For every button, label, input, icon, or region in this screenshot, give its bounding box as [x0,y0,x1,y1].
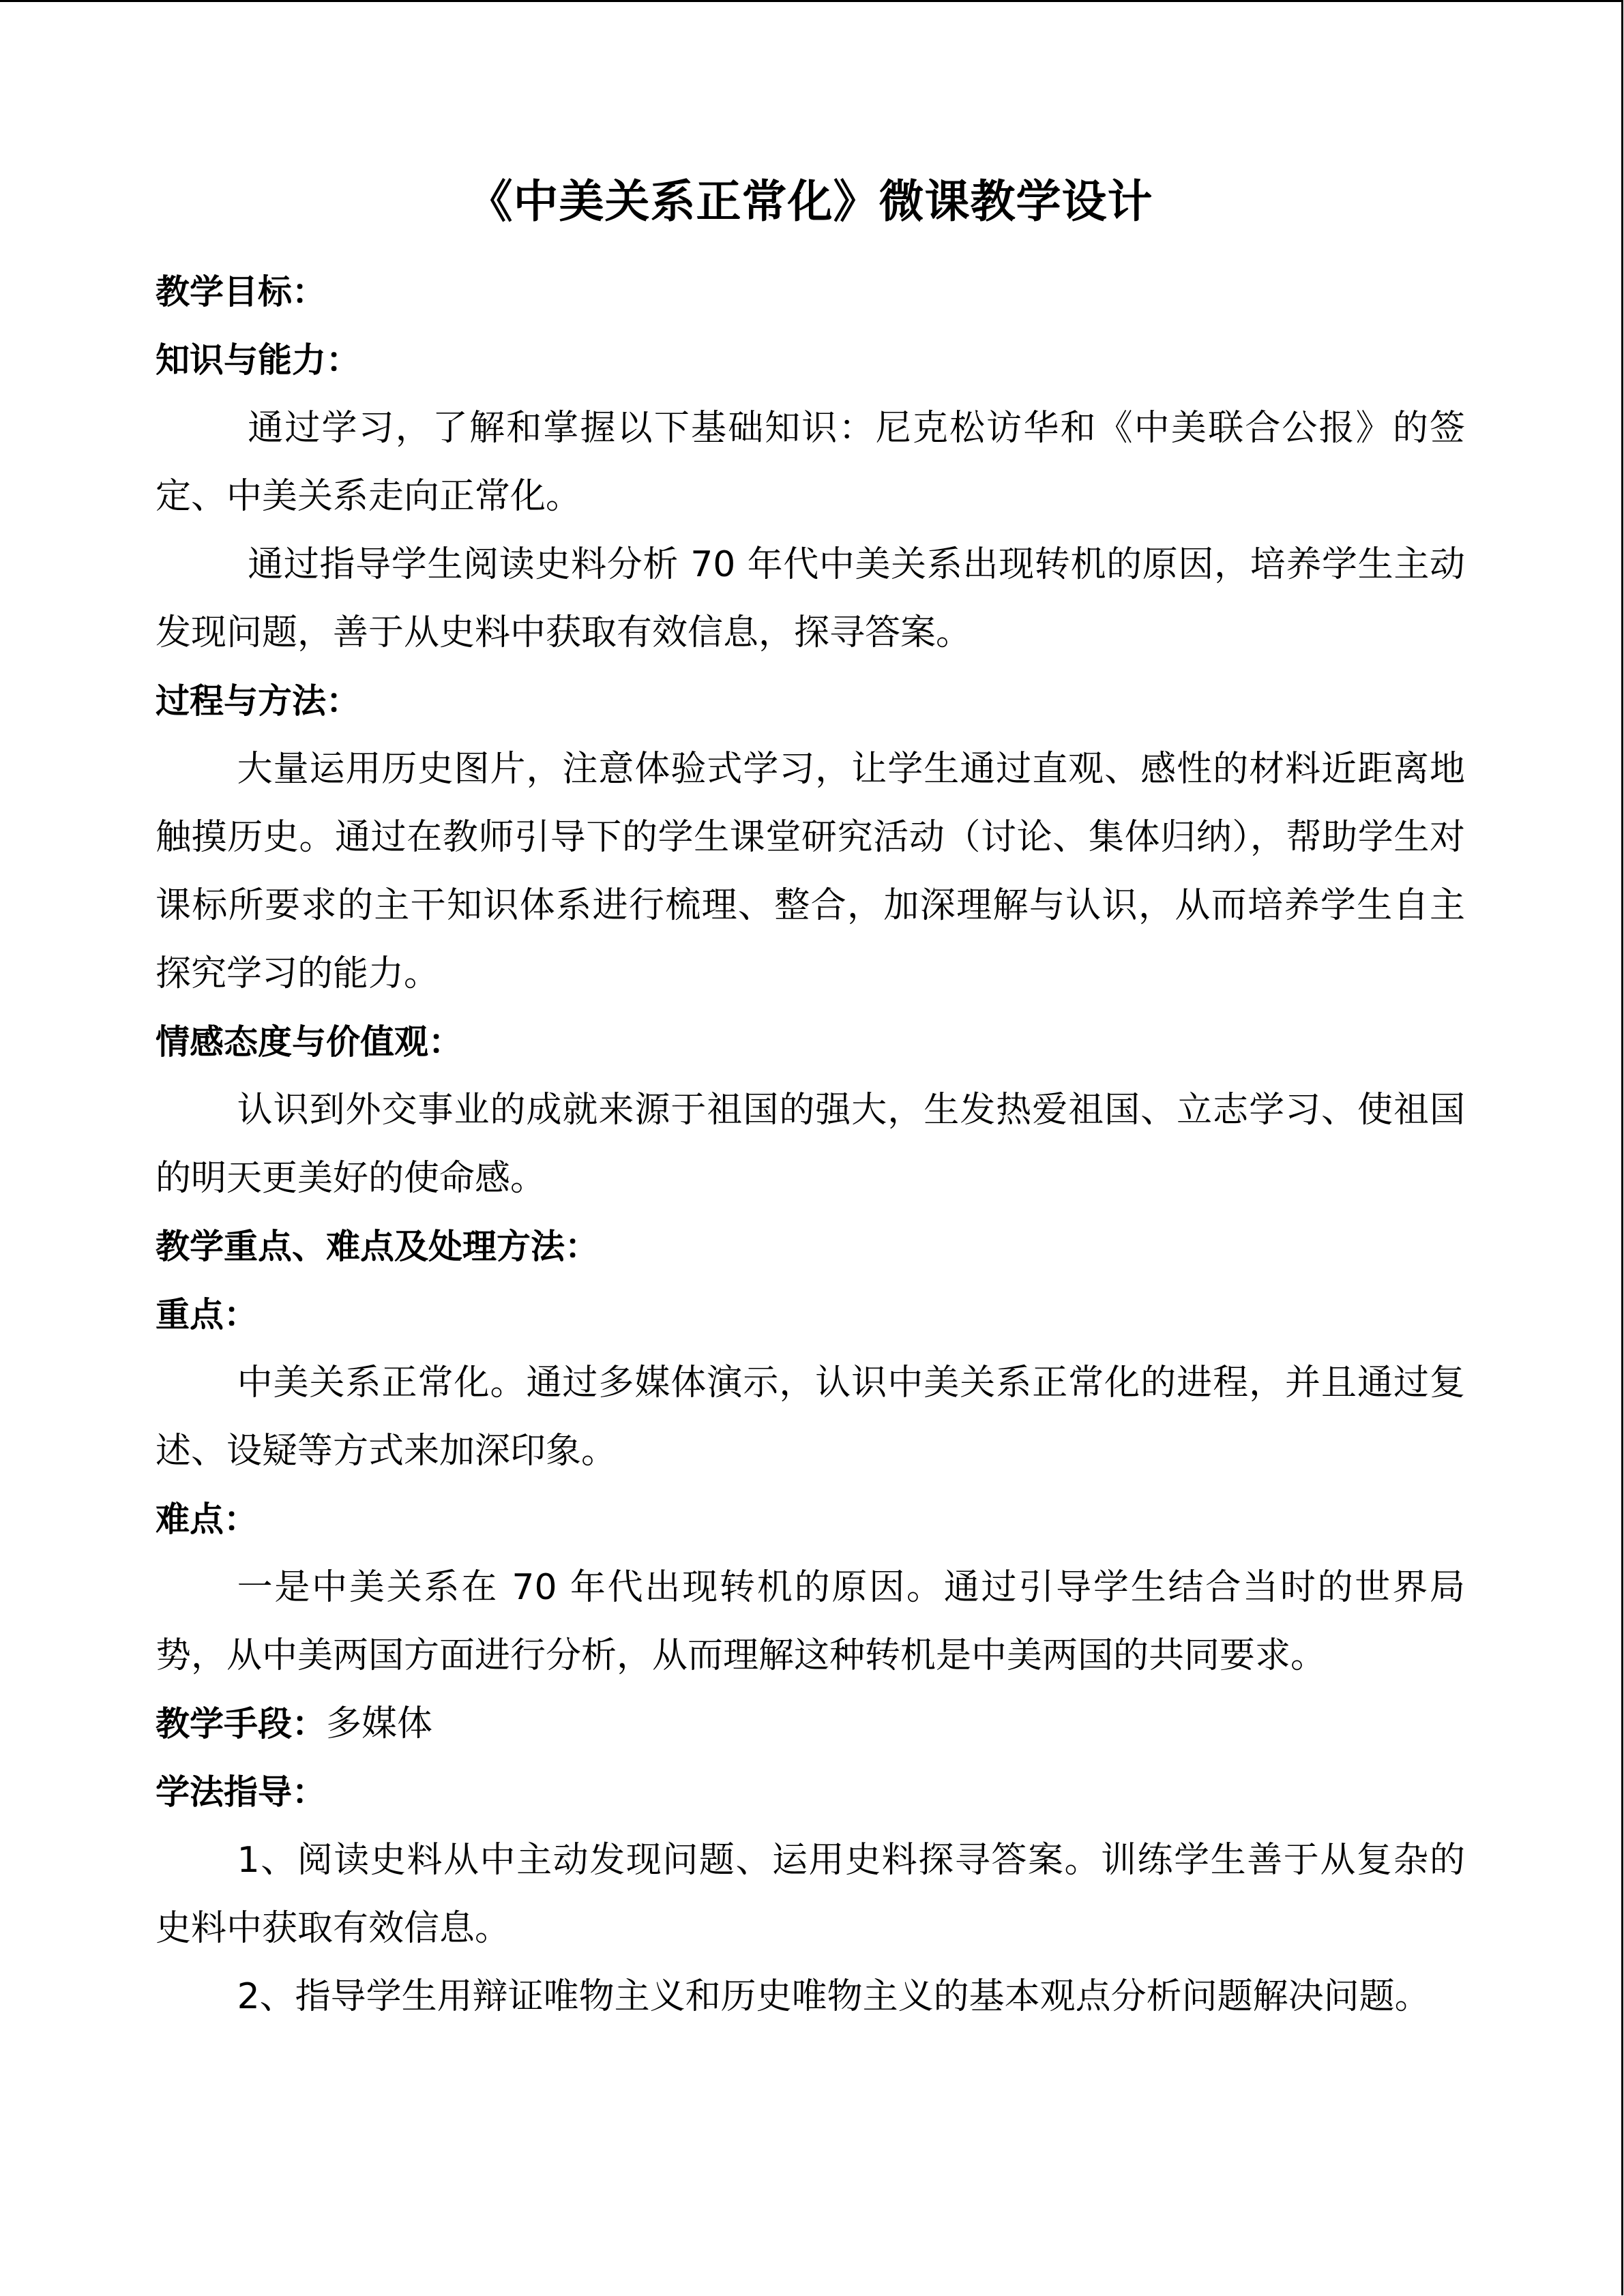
teaching-goals-heading: 教学目标： [156,272,326,312]
learning-guidance-heading: 学法指导： [156,1772,326,1812]
difficulty-paragraph: 一是中美关系在 70 年代出现转机的原因。通过引导学生结合当时的世界局势，从中美两国方面进行分析，从而理解这种转机是中美两国的共同要求。 [156,1567,1465,1676]
guidance-paragraph-1: 1、阅读史料从中主动发现问题、运用史料探寻答案。训练学生善于从复杂的史料中获取有效信息。 [156,1840,1465,1949]
emotion-values-heading: 情感态度与价值观： [156,1022,462,1062]
difficulty-heading: 难点： [156,1500,258,1539]
process-method-heading: 过程与方法： [156,681,360,721]
focus-heading: 重点： [156,1295,258,1335]
teaching-means-line [156,1690,1465,1758]
knowledge-paragraph-1: 通过学习，了解和掌握以下基础知识：尼克松访华和《中美联合公报》的签定、中美关系走向正常化。 [156,408,1465,517]
document-body [156,164,1465,2031]
guidance-paragraph-2: 2、指导学生用辩证唯物主义和历史唯物主义的基本观点分析问题解决问题。 [237,1976,1430,2017]
process-paragraph: 大量运用历史图片，注意体验式学习，让学生通过直观、感性的材料近距离地触摸历史。通过在教师引导下的学生课堂研究活动（讨论、集体归纳），帮助学生对课标所要求的主干知识体系进行梳理、整合，加深理解与认识，从而培养学生自主探究学习的能力。 [156,749,1465,994]
teaching-means-label: 教学手段： [156,1704,326,1744]
key-points-heading: 教学重点、难点及处理方法： [156,1227,599,1266]
knowledge-paragraph-2: 通过指导学生阅读史料分析 70 年代中美关系出现转机的原因，培养学生主动发现问题，善于从史料中获取有效信息，探寻答案。 [156,544,1465,653]
document-title: 《中美关系正常化》微课教学设计 [467,175,1153,228]
emotion-paragraph: 认识到外交事业的成就来源于祖国的强大，生发热爱祖国、立志学习、使祖国的明天更美好的使命感。 [156,1090,1465,1199]
teaching-means-value: 多媒体 [326,1703,433,1744]
knowledge-ability-heading: 知识与能力： [156,340,360,380]
focus-paragraph: 中美关系正常化。通过多媒体演示，认识中美关系正常化的进程，并且通过复述、设疑等方式来加深印象。 [156,1362,1465,1472]
